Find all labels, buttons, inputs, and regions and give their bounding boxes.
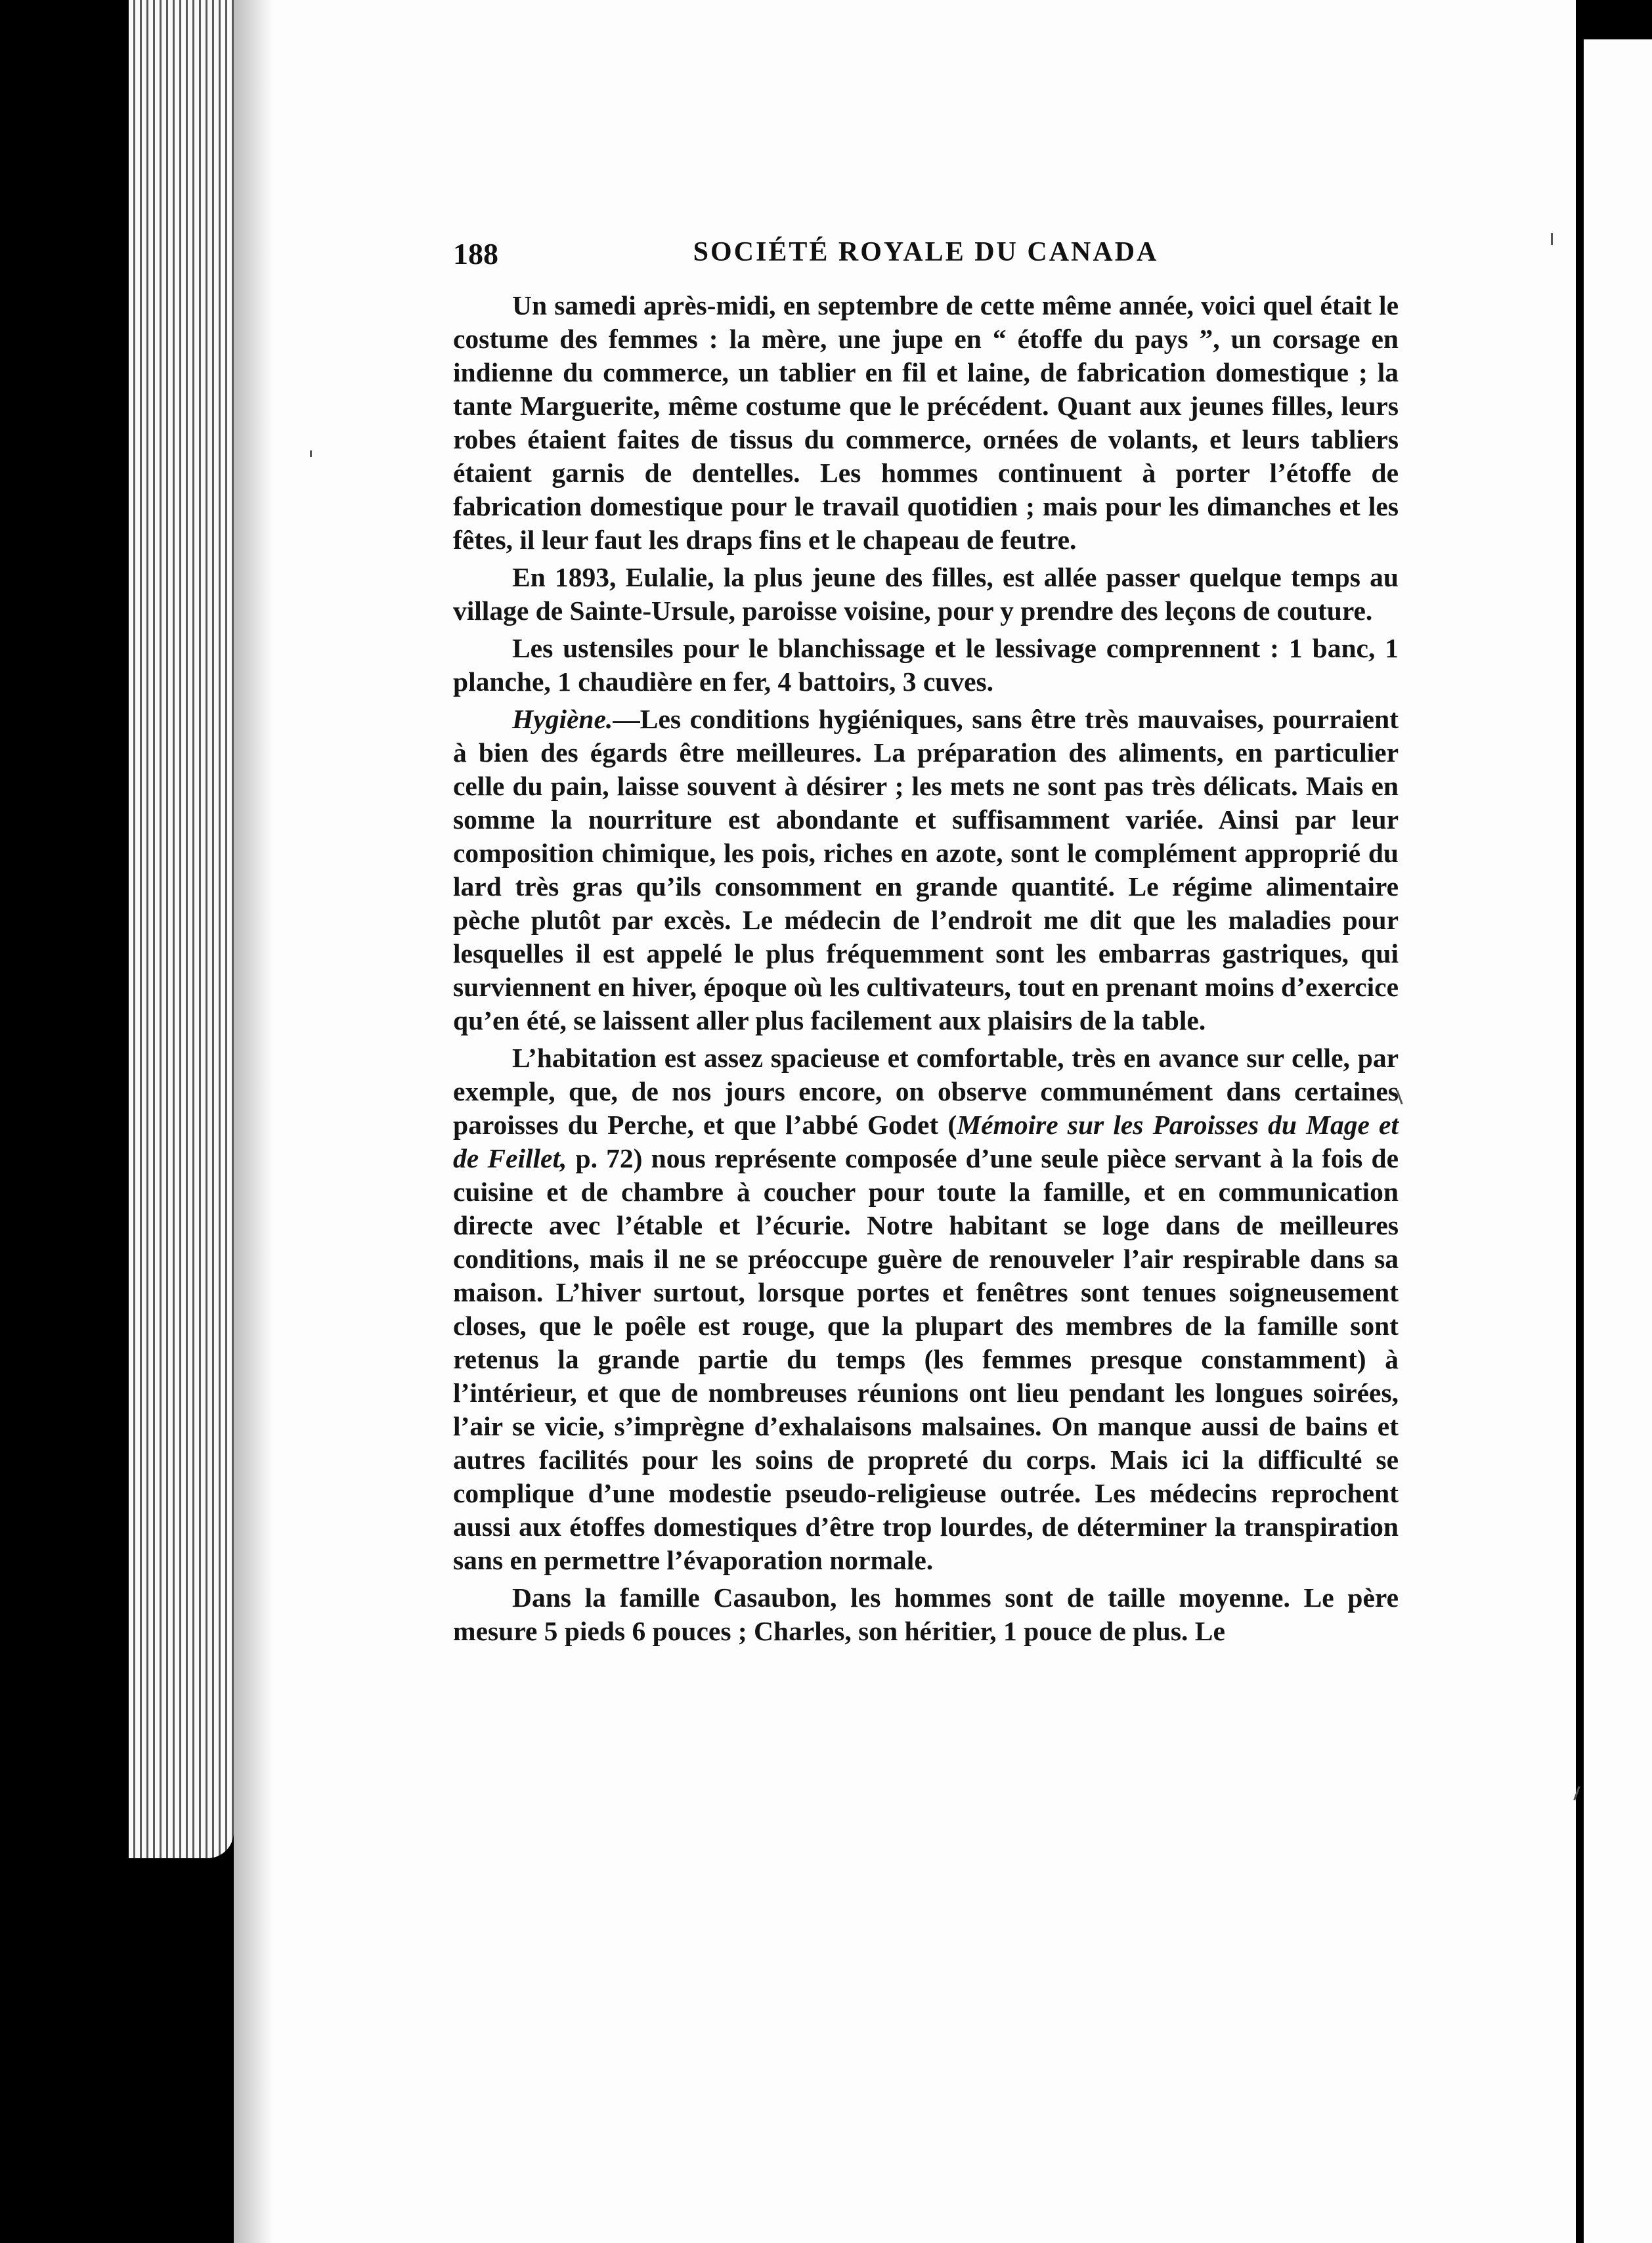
page-header	[453, 236, 1399, 282]
habitation-text-before: L’habitation est assez spacieuse et comfortable, très en avance sur celle, par exemple, que, de nos jours encore, on observe communément dans certaines paroisses du Perche, et que l’abbé Godet (	[453, 1043, 1399, 1140]
book-page-edges	[129, 0, 234, 1858]
paragraph-casaubon: Dans la famille Casaubon, les hommes sont de taille moyenne. Le père mesure 5 pieds 6 pouces ; Charles, son héritier, 1 pouce de plus. Le	[453, 1582, 1399, 1646]
running-head: SOCIÉTÉ ROYALE DU CANADA	[693, 237, 1159, 267]
paragraph-eulalie: En 1893, Eulalie, la plus jeune des filles, est allée passer quelque temps au village de Sainte-Ursule, paroisse voisine, pour y prendre des leçons de couture.	[453, 562, 1399, 626]
scan-speck	[310, 450, 312, 457]
habitation-citation: Mémoire sur les Paroisses du Mage et de Feillet,	[453, 1110, 1399, 1173]
paragraph-hygiene	[453, 703, 1399, 1037]
body-text	[453, 289, 1399, 1652]
hygiene-text: —Les conditions hygiéniques, sans être très mauvaises, pourraient à bien des égards être meilleures. La préparation des aliments, en particulier celle du pain, laisse souvent à désirer ; les mets ne sont pas très délicats. Mais en somme la nourriture est abondante et suffisamment variée. Ainsi par leur composition chimique, les pois, riches en azote, sont le complément approprié du lard très gras qu’ils consomment en grande quantité. Le régime alimentaire pèche plutôt par excès. Le médecin de l’endroit me dit que les maladies pour lesquelles il est appelé le plus fréquemment sont les embarras gastriques, qui surviennent en hiver, époque où les cultivateurs, tout en prenant moins d’exercice qu’en été, se laissent aller plus facilement aux plaisirs de la table.	[453, 704, 1399, 1035]
page-number: 188	[453, 237, 498, 271]
paragraph-habitation	[453, 1041, 1399, 1577]
gutter-shadow	[234, 0, 273, 2243]
scan-speck	[1551, 233, 1553, 245]
habitation-text-after: p. 72) nous représente composée d’une seule pièce servant à la fois de cuisine et de chambre à coucher pour toute la famille, et en communication directe avec l’étable et l’écurie. Notre habitant se loge dans de meilleures conditions, mais il ne se préoccupe guère de renouveler l’air respirable dans sa maison. L’hiver surtout, lorsque portes et fenêtres sont tenues soigneusement closes, que le poêle est rouge, que la plupart des membres de la famille sont retenus la grande partie du temps (les femmes presque constamment) à l’intérieur, et que de nombreuses réunions ont lieu pendant les longues soirées, l’air se vicie, s’imprègne d’exhalaisons malsaines. On manque aussi de bains et autres facilités pour les soins de propreté du corps. Mais ici la difficulté se complique d’une modestie pseudo-religieuse outrée. Les médecins reprochent aussi aux étoffes domestiques d’être trop lourdes, de déterminer la transpiration sans en permettre l’évaporation normale.	[453, 1143, 1399, 1575]
hygiene-heading: Hygiène.	[512, 704, 613, 734]
paragraph-ustensiles: Les ustensiles pour le blanchissage et le lessivage comprennent : 1 banc, 1 planche, 1 chaudière en fer, 4 battoirs, 3 cuves.	[453, 633, 1399, 697]
facing-page-edge	[1584, 39, 1652, 2243]
paragraph-costume: Un samedi après-midi, en septembre de cette même année, voici quel était le costume des femmes : la mère, une jupe en “ étoffe du pays ”, un corsage en indienne du commerce, un tablier en fil et laine, de fabrication domestique ; la tante Marguerite, même costume que le précédent. Quant aux jeunes filles, leurs robes étaient faites de tissus du commerce, ornées de volants, et leurs tabliers étaient garnis de dentelles. Les hommes continuent à porter l’étoffe de fabrication domestique pour le travail quotidien ; mais pour les dimanches et les fêtes, il leur faut les draps fins et le chapeau de feutre.	[453, 290, 1399, 555]
